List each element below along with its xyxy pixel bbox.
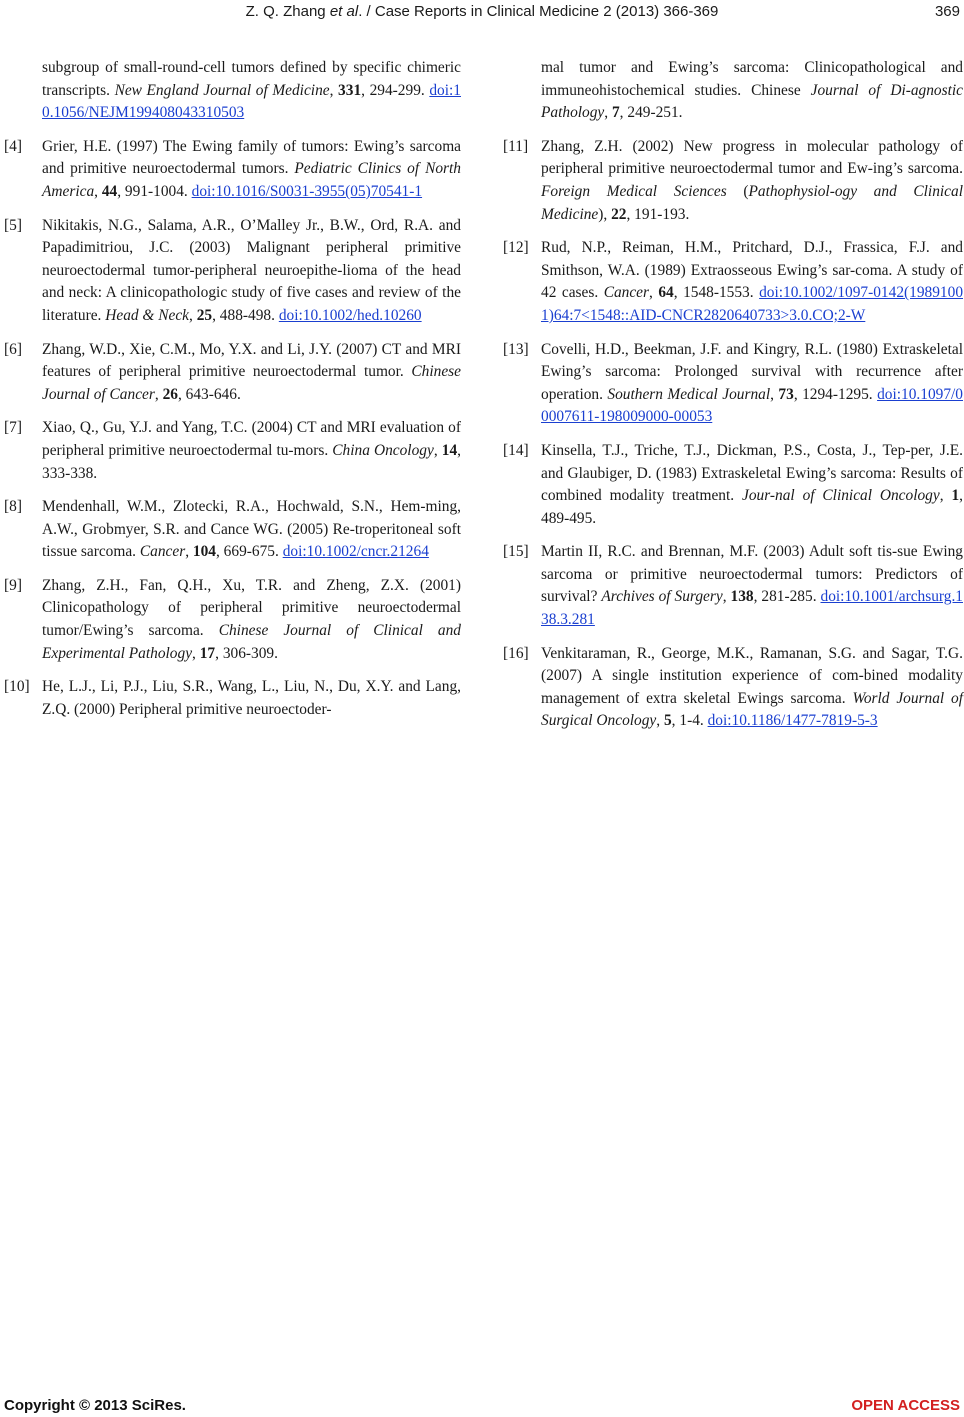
ref-sep: ,: [192, 644, 200, 662]
ref-journal: Chinese Journal of Cancer: [42, 363, 461, 403]
ref-sep: ,: [154, 385, 163, 403]
ref-volume: 73: [778, 385, 794, 403]
ref-text: Kinsella, T.J., Triche, T.J., Dickman, P.S., Costa, J., Tep-per, J.E. and Glaubiger, D. (1983) Extraskeletal Ewing’s sarcoma: Results of combined modality treatment.: [541, 441, 963, 505]
ref-pages: , 991-1004.: [117, 182, 192, 200]
ref-sep: ,: [94, 182, 102, 200]
ref-number: [7]: [4, 419, 22, 437]
ref-text: Xiao, Q., Gu, Y.J. and Yang, T.C. (2004) CT and MRI evaluation of peripheral primitive neuroectodermal tu-mors.: [42, 419, 461, 459]
ref-sep: ,: [722, 588, 731, 606]
reference-item: [503, 440, 963, 530]
ref-extra: ),: [598, 205, 612, 223]
reference-continued-left: [4, 57, 461, 125]
ref-journal: Foreign Medical Sciences: [541, 182, 727, 200]
ref-journal: Cancer: [603, 284, 649, 302]
ref-volume: 331: [338, 81, 362, 99]
copyright: Copyright © 2013 SciRes.: [4, 1397, 186, 1414]
reference-item: [503, 237, 963, 327]
ref-journal: New England Journal of Medicine: [114, 81, 330, 99]
ref-pages: , 306-309.: [215, 644, 278, 662]
page-number: 369: [934, 3, 960, 20]
ref-pages: , 669-675.: [215, 543, 283, 561]
ref-number: [9]: [4, 576, 22, 594]
ref-volume: 5: [663, 712, 672, 730]
ref-sep: ,: [649, 284, 659, 302]
doi-link[interactable]: doi:10.1002/hed.10260: [278, 306, 422, 324]
ref-text: Grier, H.E. (1997) The Ewing family of tumors: Ewing’s sarcoma and primitive neuroectodermal tumors.: [42, 137, 461, 178]
ref-volume: 104: [192, 543, 216, 561]
ref-pages: , 294-299.: [361, 81, 430, 99]
ref-extra: (: [726, 182, 749, 200]
ref-pages: , 1294-1295.: [793, 385, 878, 403]
doi-link[interactable]: doi:10.1186/1477-7819-5-3: [707, 712, 878, 730]
ref-number: [14]: [503, 441, 529, 459]
ref-number: [16]: [503, 644, 529, 662]
footer: [0, 1397, 964, 1417]
ref-sep: ,: [604, 104, 612, 122]
ref-volume: 25: [196, 306, 213, 324]
ref-text: Venkitaraman, R., George, M.K., Ramanan, S.G. and Sagar, T.G. (2007) A single institution experience of com-bined modality management of extra skeletal Ewings sarcoma.: [541, 644, 963, 707]
reference-item: [4, 215, 461, 328]
ref-journal: Chinese Journal of Clinical and Experimental Pathology: [42, 622, 461, 662]
ref-text: Zhang, W.D., Xie, C.M., Mo, Y.X. and Li, J.Y. (2007) CT and MRI features of peripheral primitive neuroectodermal tumor.: [42, 340, 461, 381]
ref-volume: 138: [730, 588, 754, 606]
ref-number: [4]: [4, 137, 22, 155]
ref-text: Zhang, Z.H., Fan, Q.H., Xu, T.R. and Zheng, Z.X. (2001) Clinicopathology of peripheral primitive neuroectodermal tumor/Ewing’s sarcoma.: [42, 576, 461, 640]
ref-text: Zhang, Z.H. (2002) New progress in molecular pathology of peripheral primitive neuroectodermal tumor and Ew-ing’s sarcoma.: [541, 137, 963, 178]
ref-text: Rud, N.P., Reiman, H.M., Pritchard, D.J., Frassica, F.J. and Smithson, W.A. (1989) Extraosseous Ewing’s sar-coma. A study of 42 cases.: [541, 239, 963, 302]
reference-item: [4, 575, 461, 665]
ref-text: He, L.J., Li, P.J., Liu, S.R., Wang, L., Liu, N., Du, X.Y. and Lang, Z.Q. (2000) Peripheral primitive neuroectoder-: [42, 678, 461, 718]
ref-number: [8]: [4, 498, 22, 516]
ref-journal: Pediatric Clinics of North America: [42, 160, 461, 200]
ref-pages: , 191-193.: [626, 205, 690, 223]
doi-link[interactable]: doi:10.1016/S0031-3955(05)70541-1: [191, 182, 423, 200]
ref-pages: , 249-251.: [619, 104, 683, 122]
reference-item: [503, 541, 963, 631]
reference-item: [503, 643, 963, 733]
ref-journal: World Journal of Surgical Oncology: [541, 689, 963, 730]
ref-number: [12]: [503, 239, 529, 257]
ref-number: [11]: [503, 137, 529, 155]
ref-journal: Archives of Surgery: [601, 588, 723, 606]
ref-number: [15]: [503, 543, 529, 561]
doi-link[interactable]: doi:10.1002/cncr.21264: [282, 543, 429, 561]
reference-item: [4, 136, 461, 204]
ref-volume: 26: [162, 385, 178, 403]
reference-continued-right: [503, 57, 963, 125]
ref-pages: , 1548-1553.: [673, 284, 760, 302]
right-column: [503, 57, 963, 744]
ref-pages: , 643-646.: [177, 385, 241, 403]
ref-sep: ,: [189, 306, 197, 324]
ref-sep: ,: [770, 385, 779, 403]
ref-text: Nikitakis, N.G., Salama, A.R., O’Malley Jr., B.W., Ord, R.A. and Papadimitriou, J.C. (2003) Malignant peripheral primitive neuroectodermal tumor-peripheral neuroepithe-lioma of the head and neck: A clinicopathologic study of five cases and review of the literature.: [42, 216, 461, 324]
ref-text: Mendenhall, W.M., Zlotecki, R.A., Hochwald, S.N., Hem-ming, A.W., Grobmyer, S.R. and Cance WG. (2005) Re-troperitoneal soft tissue sarcoma.: [42, 498, 461, 561]
ref-number: [6]: [4, 340, 22, 358]
ref-pages: , 333-338.: [42, 441, 461, 482]
left-column: [4, 57, 461, 732]
ref-number: [13]: [503, 340, 529, 358]
doi-link[interactable]: doi:10.1097/00007611-198009000-00053: [541, 385, 963, 426]
ref-volume: 22: [611, 205, 627, 223]
ref-pages: , 281-285.: [753, 588, 821, 606]
ref-text: Martin II, R.C. and Brennan, M.F. (2003) Adult soft tis-sue Ewing sarcoma or primitive neuroectodermal tumors: Predictors of survival?: [541, 543, 963, 606]
ref-volume: 7: [611, 104, 620, 122]
ref-volume: 1: [951, 487, 960, 505]
ref-number: [10]: [4, 678, 30, 696]
ref-journal-sub: Pathophysiol-ogy and Clinical Medicine: [541, 182, 963, 223]
ref-journal: Southern Medical Journal: [607, 385, 771, 403]
header-authors: Z. Q. Zhang: [245, 3, 326, 20]
ref-journal: Jour-nal of Clinical Oncology: [742, 487, 940, 505]
doi-link[interactable]: doi:10.1002/1097-0142(19891001)64:7<1548::AID-CNCR2820640733>3.0.CO;2-W: [541, 284, 964, 324]
doi-link[interactable]: doi:10.1001/archsurg.138.3.281: [541, 588, 963, 629]
ref-text: Covelli, H.D., Beekman, J.F. and Kingry, R.L. (1980) Extraskeletal Ewing’s sarcoma: Prolonged survival with recurrence after operation.: [541, 340, 963, 403]
right-reference-list: [503, 136, 963, 733]
header-etal: et al: [329, 3, 359, 20]
ref-journal: Cancer: [139, 543, 186, 561]
ref-sep: ,: [329, 81, 339, 99]
reference-item: [4, 339, 461, 407]
ref-sep: ,: [939, 487, 952, 505]
ref-pages: , 488-498.: [212, 306, 279, 324]
ref-text: mal tumor and Ewing’s sarcoma: Clinicopathological and immuneohistochemical studies. Chinese: [541, 59, 963, 99]
ref-volume: 17: [199, 644, 216, 662]
running-head: [0, 3, 964, 23]
ref-text: subgroup of small-round-cell tumors defined by specific chimeric transcripts.: [42, 59, 461, 99]
reference-item: [503, 339, 963, 429]
ref-journal: Head & Neck: [105, 306, 190, 324]
ref-journal: China Oncology: [332, 441, 434, 459]
header-journal-info: . / Case Reports in Clinical Medicine 2 (2013) 366-369: [358, 3, 719, 20]
reference-item: [4, 676, 461, 721]
ref-journal: Journal of Di-agnostic Pathology: [541, 81, 963, 122]
ref-number: [5]: [4, 216, 22, 234]
reference-item: [503, 136, 963, 226]
ref-pages: , 489-495.: [541, 487, 964, 527]
ref-volume: 64: [658, 284, 674, 302]
reference-item: [4, 417, 461, 485]
ref-volume: 44: [101, 182, 118, 200]
open-access-label: OPEN ACCESS: [851, 1397, 960, 1414]
reference-item: [4, 496, 461, 564]
ref-sep: ,: [433, 441, 442, 459]
doi-link[interactable]: doi:10.1056/NEJM199408043310503: [42, 81, 461, 122]
ref-volume: 14: [441, 441, 458, 459]
left-reference-list: [4, 136, 461, 722]
ref-sep: ,: [656, 712, 664, 730]
ref-sep: ,: [185, 543, 193, 561]
ref-pages: , 1-4.: [671, 712, 708, 730]
running-head-citation: [0, 3, 964, 20]
